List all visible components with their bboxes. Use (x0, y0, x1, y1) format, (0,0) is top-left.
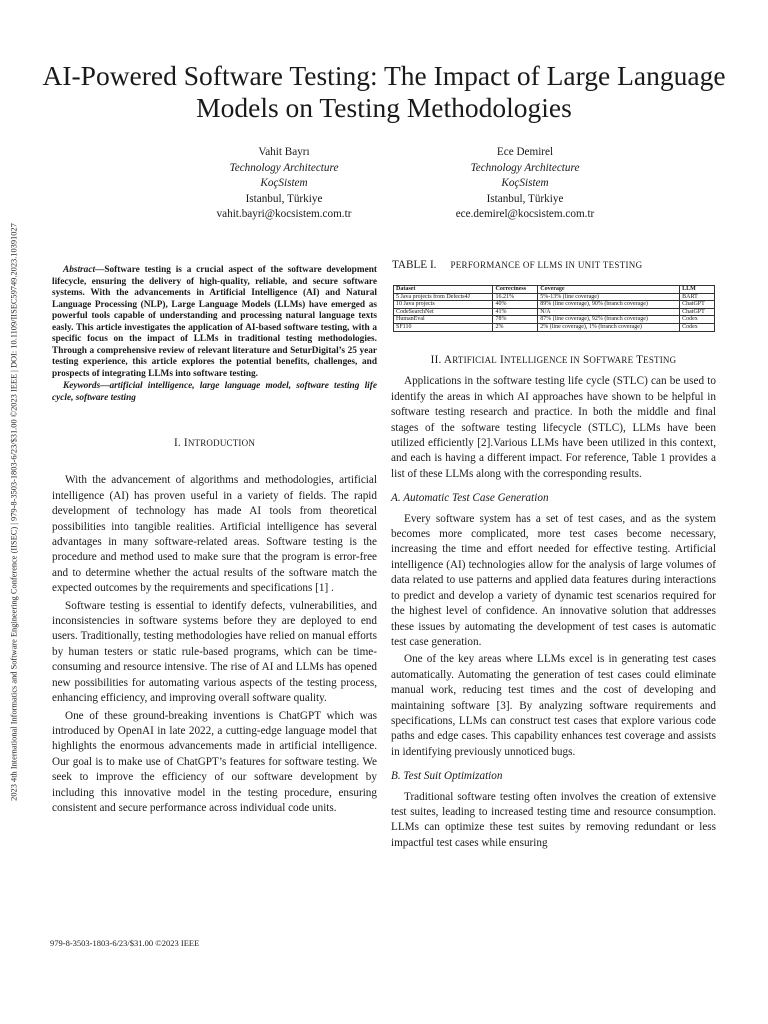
heading-rest: ESTING (643, 355, 677, 365)
side-note-text: 2023 4th International Informatics and Software Engineering Conference (IISEC) | 979-8-3503-1803-6/23/$31.00 ©2023 IEEE | DOI: 10.1109/IISEC59749.2023.10391027 (9, 223, 19, 801)
author-dept: Technology Architecture (229, 161, 339, 174)
section-heading-introduction (52, 436, 377, 451)
table-cell: 89% (line coverage), 90% (branch coverage) (538, 301, 680, 309)
side-note (0, 0, 26, 1024)
table-title: PERFORMANCE OF LLMS IN UNIT TESTING (450, 260, 643, 270)
table-header-cell: Correctness (493, 286, 538, 294)
table-cell: 16.21% (493, 293, 538, 301)
table-cell: HumanEval (394, 316, 493, 324)
table-header-cell: Coverage (538, 286, 680, 294)
table-cell: 41% (493, 308, 538, 316)
table-cell: 2% (line coverage), 1% (branch coverage) (538, 323, 680, 331)
table-cell: 78% (493, 316, 538, 324)
heading-initial: T (636, 354, 644, 366)
heading-rest: OFTWARE (589, 355, 634, 365)
table-cell: 87% (line coverage), 92% (branch coverage) (538, 316, 680, 324)
author-name: Ece Demirel (496, 146, 554, 158)
table-number: TABLE I. (392, 259, 437, 271)
keywords-label: Keywords (63, 381, 101, 391)
abstract-label: Abstract (63, 265, 96, 275)
heading-initial: S (582, 354, 590, 366)
table-cell: 2% (493, 323, 538, 331)
subsection-heading-test-generation: A. Automatic Test Case Generation (391, 492, 549, 505)
table-cell: 10 Java projects (394, 301, 493, 309)
table-cell: ChatGPT (680, 301, 715, 309)
paragraph: Applications in the software testing life cycle (STLC) can be used to identify the areas in which AI approaches have shown to be helpful in software testing research and practice. In both the middle and final stages of the software testing lifecycle (STLC), LLMs have been utilized efficiently [2].Various LLMs have been utilized in this context, and each is having a different impact. For reference, Table 1 provides a list of these LLMs along with the corresponding results. (391, 375, 716, 480)
author-org: KoçSistem (501, 177, 549, 189)
table-row (394, 301, 715, 309)
keywords-text: —artificial intelligence, large language model, software testing life cycle, software testing (52, 381, 377, 403)
table-cell: SF110 (394, 323, 493, 331)
results-table (393, 285, 715, 332)
paragraph: Software testing is essential to identify defects, vulnerabilities, and inconsistencies in software systems before they are deployed to end users. Traditionally, testing methodologies have relied on manual efforts by human testers or static rule-based programs, which can be time-consuming and resource intensive. The rise of AI and LLMs has opened new possibilities for automating various aspects of the testing process, enhancing efficiency, and improving overall software quality. (52, 599, 377, 705)
author-2 (375, 145, 675, 223)
table-row (394, 316, 715, 324)
table-cell: 5 Java projects from Defects4J (394, 293, 493, 301)
table-cell: 5%-13% (line coverage) (538, 293, 680, 301)
table-row (394, 323, 715, 331)
table-cell: CodeSearchNet (394, 308, 493, 316)
heading-rest: NTRODUCTION (187, 438, 256, 448)
subsection-heading-test-suite: B. Test Suit Optimization (391, 770, 503, 783)
paragraph: One of the key areas where LLMs excel is in generating test cases automatically. Automating the generation of test cases could eliminate manual work, reducing test times and the cost of developing and maintaining software [3]. By analyzing software requirements and specifications, LLMs can construct test cases that explore various code paths and edge cases. This capability enhances test coverage and assists in identifying previously unnoticed bugs. (391, 653, 716, 758)
page-footer: 979-8-3503-1803-6/23/$31.00 ©2023 IEEE (50, 938, 200, 948)
heading-initial: A (443, 354, 453, 366)
author-email: ece.demirel@kocsistem.com.tr (455, 208, 595, 220)
author-dept: Technology Architecture (470, 161, 580, 174)
paper-title: AI-Powered Software Testing: The Impact of Large Language Models on Testing Methodologies (42, 60, 726, 123)
table-cell: ChatGPT (680, 308, 715, 316)
section-number: II. (430, 354, 442, 366)
author-location: Istanbul, Türkiye (245, 192, 323, 205)
table-row (394, 308, 715, 316)
section-number: I. (173, 437, 181, 449)
table-header-cell: Dataset (394, 286, 493, 294)
table-header-row (394, 286, 715, 294)
table-cell: N/A (538, 308, 680, 316)
section-heading-ai-testing (391, 353, 716, 368)
paragraph: With the advancement of algorithms and methodologies, artificial intelligence (AI) has proven useful in a variety of fields. The rapid development of technology has made AI tools from theoretical possibilities into tangible realities. Artificial intelligence has several advantages in many software-related areas. Software testing is the procedure and method used to make sure that the program is error-free and to determine whether the actual results of the software match the expected outcomes by the requirements and specifications [1] . (52, 474, 377, 595)
paragraph: One of these ground-breaking inventions is ChatGPT which was introduced by OpenAI in late 2022, a cutting-edge language model that highlights the enormous advancements made in artificial intelligence. Our goal is to make use of ChatGPT’s features for software testing. We seek to improve the efficiency of our software development by including this innovative model in the testing procedure, ensuring consistent and secure performance across individual code units. (52, 709, 377, 814)
author-name: Vahit Bayrı (258, 146, 310, 158)
table-header-cell: LLM (680, 286, 715, 294)
left-column (52, 265, 377, 816)
paragraph: Traditional software testing often involves the creation of extensive test suites, leading to increased testing time and resource consumption. LLMs can optimize these test suites by removing redundant or less impactful test cases while ensuring (391, 790, 716, 849)
author-org: KoçSistem (260, 177, 308, 189)
table-cell: 40% (493, 301, 538, 309)
author-location: Istanbul, Türkiye (486, 192, 564, 205)
right-column (391, 353, 716, 851)
paragraph: Every software system has a set of test cases, and as the system becomes more complicated, more test cases become necessary, increasing the time and effort needed for effective testing. Artificial intelligence (AI) technologies allow for the analysis of large volumes of data related to use patterns and applied data features during interactions to predict and develop a variety of dynamic test scenarios required for the highest level of confidence. An innovative solution that addresses these issues by automating the development of test cases is automatic test case generation. (391, 512, 716, 648)
abstract (52, 265, 377, 404)
heading-rest: RTIFICIAL (452, 355, 497, 365)
heading-initial: I (183, 437, 188, 449)
table-cell: Codex (680, 316, 715, 324)
table-caption (392, 259, 718, 271)
table-row (394, 293, 715, 301)
abstract-text: —Software testing is a crucial aspect of the software development lifecycle, ensuring the delivery of high-quality, reliable, and secure software systems. With the advancements in Artificial Intelligence (AI) and Natural Language Processing (NLP), Large Language Models (LLMs) have emerged as powerful tools capable of understanding and processing natural language texts easly. This article investigates the application of AI-based software testing, with a specific focus on the impact of LLMs in traditional testing methodologies. Through a comprehensive review of relevant literature and SeturDigital’s 25 year testing experience, this article explores the potential benefits, challenges, and prospects of integrating LLMs into software testing. (52, 265, 377, 379)
table-cell: Codex (680, 323, 715, 331)
heading-initial: I (499, 354, 504, 366)
author-email: vahit.bayri@kocsistem.com.tr (216, 208, 352, 220)
heading-rest: NTELLIGENCE IN (503, 355, 580, 365)
table-cell: BART (680, 293, 715, 301)
